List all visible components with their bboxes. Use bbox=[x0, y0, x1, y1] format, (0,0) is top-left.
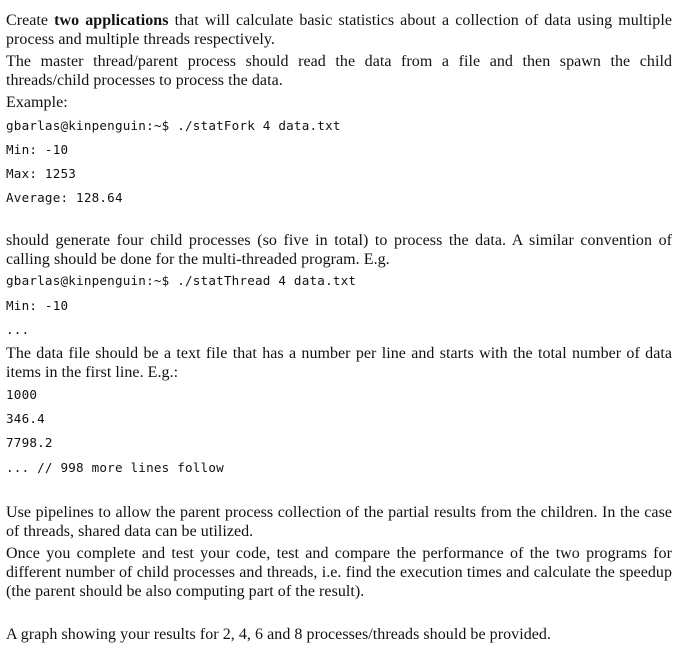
fork-average: Average: 128.64 bbox=[6, 190, 123, 205]
master-paragraph: The master thread/parent process should read the data from a file and then spawn the child threads/child processes to process the data. bbox=[6, 53, 672, 89]
intro-bold: two applications bbox=[54, 12, 169, 29]
fork-min: Min: -10 bbox=[6, 142, 69, 157]
data-file-paragraph: The data file should be a text file that has a number per line and starts with the total number of data items in the first line. E.g.: bbox=[6, 345, 672, 381]
intro-paragraph bbox=[6, 11, 672, 49]
data-line-2: 346.4 bbox=[6, 411, 45, 426]
graph-paragraph: A graph showing your results for 2, 4, 6 and 8 processes/threads should be provided. bbox=[6, 626, 551, 643]
fork-command: gbarlas@kinpenguin:~$ ./statFork 4 data.txt bbox=[6, 118, 341, 133]
data-line-3: 7798.2 bbox=[6, 435, 53, 450]
example-label: Example: bbox=[6, 94, 68, 111]
intro-lead: Create bbox=[6, 12, 49, 29]
compare-paragraph: Once you complete and test your code, test and compare the performance of the two programs for different number of child processes and threads, i.e. find the execution times and calculate the speedup (the parent should be also computing part of the result). bbox=[6, 545, 672, 600]
pipelines-paragraph: Use pipelines to allow the parent process collection of the partial results from the children. In the case of threads, shared data can be utilized. bbox=[6, 504, 672, 540]
data-line-4: ... // 998 more lines follow bbox=[6, 460, 224, 475]
fork-max: Max: 1253 bbox=[6, 166, 77, 181]
intro-rest: that will calculate basic statistics about a collection of data using multiple process and multiple threads respectively. bbox=[6, 12, 672, 48]
thread-min: Min: -10 bbox=[6, 298, 69, 313]
thread-ellipsis: ... bbox=[6, 322, 30, 337]
data-line-1: 1000 bbox=[6, 387, 38, 402]
thread-command: gbarlas@kinpenguin:~$ ./statThread 4 data.txt bbox=[6, 273, 357, 288]
should-generate-paragraph: should generate four child processes (so five in total) to process the data. A similar convention of calling should be done for the multi-threaded program. E.g. bbox=[6, 232, 672, 268]
